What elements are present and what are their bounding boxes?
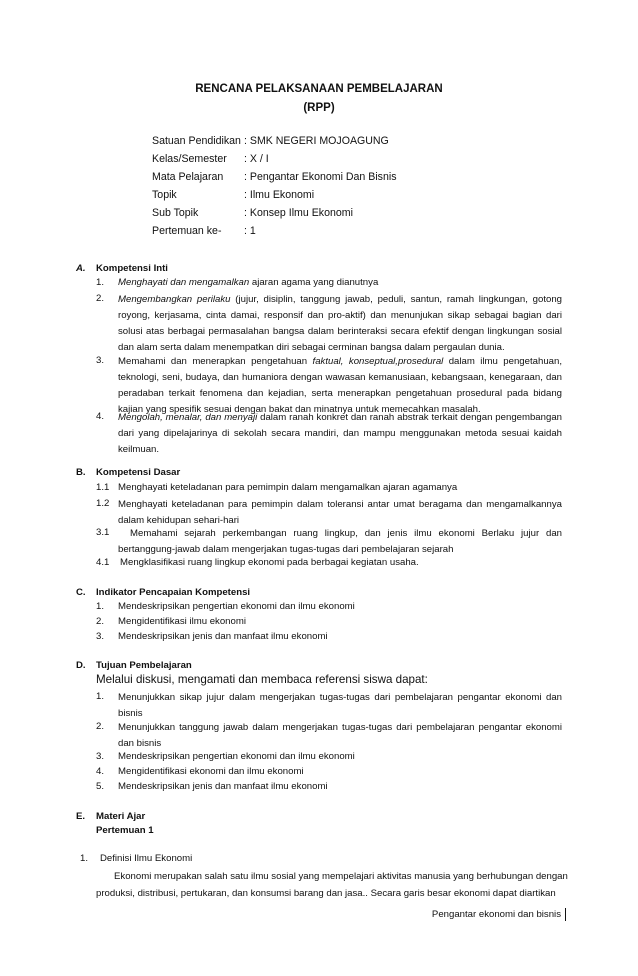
item-number: 1.	[96, 601, 105, 612]
identity-row	[152, 171, 397, 184]
item-text: Memahami dan menerapkan pengetahuan	[118, 356, 313, 367]
item-emphasis: Mengolah, menalar, dan menyaji	[118, 412, 258, 423]
section-title: Materi Ajar	[96, 811, 146, 822]
item-number: 1.	[96, 691, 105, 702]
identity-row	[152, 207, 353, 220]
item-number: 1.	[96, 277, 105, 288]
section-letter: D.	[76, 660, 86, 671]
item-text: Mendeskripsikan pengertian ekonomi dan ilmu ekonomi	[118, 601, 355, 612]
list-item	[96, 600, 562, 613]
section-c-heading	[76, 586, 250, 599]
identity-value: : Pengantar Ekonomi Dan Bisnis	[244, 171, 397, 183]
item-text: (jujur, disiplin, tanggung jawab, peduli, santun, ramah lingkungan, gotong royong, kerjasama, cinta damai, responsif dan pro-aktif) dan menunjukan sikap sebagai bagian dari solusi atas berbagai permasalahan bangsa dalam berinteraksi secara efektif dengan lingkungan sosial dan alam serta dalam menempatkan diri sebagai cerminan bangsa dalam pergaulan dunia.	[118, 294, 562, 353]
item-number: 2.	[96, 293, 105, 304]
list-item	[96, 615, 562, 628]
list-item	[96, 780, 562, 793]
section-b-heading	[76, 466, 180, 479]
item-number: 3.	[96, 631, 105, 642]
item-text: Menunjukkan tanggung jawab dalam mengerjakan tugas-tugas dari pembelajaran pengantar ekonomi dan bisnis	[118, 722, 562, 749]
list-item	[96, 556, 562, 569]
identity-value: : Ilmu Ekonomi	[244, 189, 315, 201]
section-title: Kompetensi Dasar	[96, 467, 181, 478]
point-title: Definisi Ilmu Ekonomi	[100, 853, 193, 864]
list-item	[96, 292, 562, 356]
item-number: 3.	[96, 751, 105, 762]
list-item	[96, 765, 562, 778]
list-item	[96, 630, 562, 643]
item-text: dalam ilmu pengetahuan, teknologi, seni, budaya, dan humaniora dengan wawasan kemanusiaan, kebangsaan, kenegaraan, dan peradaban terkait fenomena dan kejadian, serta menerapkan pengetahuan prosedural pada bidang kajian yang spesifik sesuai dengan bakat dan minatnya untuk memecahkan masalah.	[118, 356, 562, 415]
section-title: Tujuan Pembelajaran	[96, 660, 192, 671]
item-number: 4.	[96, 411, 105, 422]
list-item	[96, 690, 562, 722]
identity-label: Satuan Pendidikan	[152, 135, 241, 147]
identity-row	[152, 225, 256, 238]
list-item	[96, 276, 562, 289]
section-letter: C.	[76, 587, 86, 598]
section-title: Indikator Pencapaian Kompetensi	[96, 587, 251, 598]
item-number: 2.	[96, 721, 105, 732]
item-number: 2.	[96, 616, 105, 627]
item-text: Mengklasifikasi ruang lingkup ekonomi pada berbagai kegiatan usaha.	[120, 557, 419, 568]
item-text: dalam ranah konkret dan ranah abstrak terkait dengan pengembangan dari yang dipelajarinya di sekolah secara mandiri, dan mampu menggunakan metoda sesuai kaidah keilmuan.	[118, 412, 562, 455]
paragraph-line: produksi, distribusi, pertukaran, dan konsumsi barang dan jasa.. Secara garis besar ekonomi dapat diartikan	[96, 888, 556, 899]
list-item	[96, 526, 562, 558]
meeting-subheading: Pertemuan 1	[96, 825, 154, 836]
item-number: 3.	[96, 355, 105, 366]
item-text: Mendeskripsikan jenis dan manfaat ilmu ekonomi	[118, 631, 328, 642]
identity-label: Topik	[152, 189, 177, 201]
item-number: 1.2	[96, 498, 110, 509]
item-text: Mengidentifikasi ilmu ekonomi	[118, 616, 246, 627]
identity-label: Sub Topik	[152, 207, 199, 219]
item-number: 5.	[96, 781, 105, 792]
list-item	[96, 720, 562, 752]
item-emphasis: Mengembangkan perilaku	[118, 294, 231, 305]
item-number: 3.1	[96, 527, 110, 538]
section-d-intro: Melalui diskusi, mengamati dan membaca referensi siswa dapat:	[96, 673, 428, 686]
identity-label: Kelas/Semester	[152, 153, 227, 165]
section-a-heading	[76, 262, 168, 275]
item-text: Memahami sejarah perkembangan ruang lingkup, dan jenis ilmu ekonomi Berlaku jujur dan bertanggung-jawab dalam mengerjakan tugas-tugas dari pembelajaran sejarah	[118, 528, 562, 555]
document-subtitle: (RPP)	[303, 102, 335, 114]
page-footer: Pengantar ekonomi dan bisnis	[432, 908, 566, 921]
list-item	[96, 410, 562, 458]
item-text: ajaran agama yang dianutnya	[249, 277, 379, 288]
document-title: RENCANA PELAKSANAAN PEMBELAJARAN	[195, 83, 443, 95]
identity-label: Pertemuan ke-	[152, 225, 222, 237]
list-item	[96, 354, 562, 418]
identity-row	[152, 189, 314, 202]
identity-value: : 1	[244, 225, 256, 237]
item-text: Mengidentifikasi ekonomi dan ilmu ekonomi	[118, 766, 304, 777]
item-text: Mendeskripsikan jenis dan manfaat ilmu ekonomi	[118, 781, 328, 792]
identity-value: : X / I	[244, 153, 269, 165]
section-d-heading	[76, 659, 192, 672]
item-text: Mendeskripsikan pengertian ekonomi dan ilmu ekonomi	[118, 751, 355, 762]
identity-value: : SMK NEGERI MOJOAGUNG	[244, 135, 389, 147]
item-emphasis: faktual, konseptual,prosedural	[312, 356, 444, 367]
paragraph-line: Ekonomi merupakan salah satu ilmu sosial yang mempelajari aktivitas manusia yang berhubungan dengan	[114, 871, 568, 882]
item-number: 4.	[96, 766, 105, 777]
identity-row	[152, 135, 389, 148]
item-text: Menunjukkan sikap jujur dalam mengerjakan tugas-tugas dari pembelajaran pengantar ekonomi dan bisnis	[118, 692, 562, 719]
list-item	[96, 481, 562, 494]
list-item	[96, 497, 562, 529]
section-title: Kompetensi Inti	[96, 263, 168, 274]
item-number: 4.1	[96, 557, 110, 568]
section-letter: E.	[76, 811, 86, 822]
item-emphasis: Menghayati dan mengamalkan	[118, 277, 250, 288]
identity-row	[152, 153, 269, 166]
identity-label: Mata Pelajaran	[152, 171, 224, 183]
item-text: Menghayati keteladanan para pemimpin dalam mengamalkan ajaran agamanya	[118, 482, 458, 493]
item-number: 1.1	[96, 482, 110, 493]
section-letter: B.	[76, 467, 86, 478]
section-letter: A.	[76, 263, 86, 274]
section-e-heading	[76, 810, 145, 823]
list-item	[96, 750, 562, 763]
point-number: 1.	[80, 853, 89, 864]
identity-value: : Konsep Ilmu Ekonomi	[244, 207, 353, 219]
item-text: Menghayati keteladanan para pemimpin dalam toleransi antar umat beragama dan mengamalkannya dalam kehidupan sehari-hari	[118, 499, 562, 526]
